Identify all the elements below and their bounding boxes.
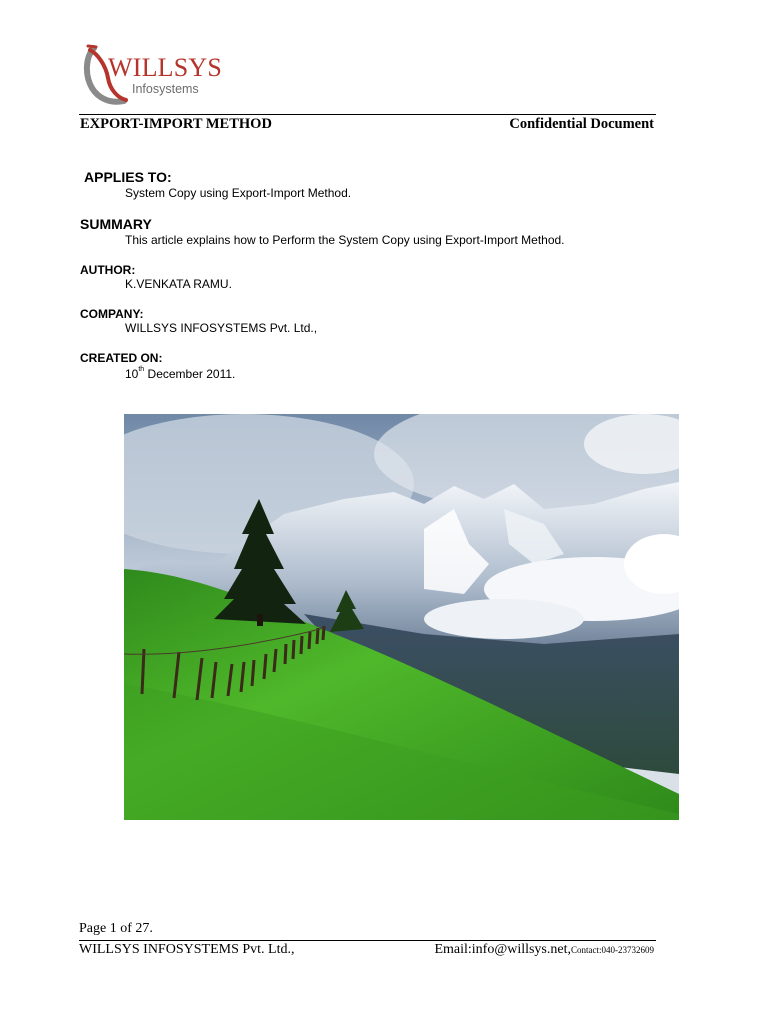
created-on-rest: December 2011. (144, 367, 236, 381)
author-value: K.VENKATA RAMU. (125, 277, 232, 291)
footer-divider (79, 940, 656, 941)
document-title: EXPORT-IMPORT METHOD (80, 116, 272, 132)
company-heading: COMPANY: (80, 307, 144, 321)
logo-name: WILLSYS (108, 53, 223, 82)
page-number: Page 1 of 27. (79, 921, 153, 936)
applies-to-value: System Copy using Export-Import Method. (125, 186, 352, 200)
willsys-logo (80, 44, 223, 106)
created-on-value (125, 368, 235, 380)
footer-contact (434, 943, 654, 957)
created-on-suffix: th (138, 366, 145, 373)
author-heading: AUTHOR: (80, 263, 136, 277)
footer-company: WILLSYS INFOSYSTEMS Pvt. Ltd., (79, 942, 295, 957)
footer-phone: Contact:040-23732609 (571, 945, 654, 955)
company-value: WILLSYS INFOSYSTEMS Pvt. Ltd., (125, 321, 318, 335)
applies-to-heading: APPLIES TO: (84, 169, 172, 185)
footer-email: Email:info@willsys.net, (434, 942, 571, 957)
created-on-day: 10 (125, 367, 139, 381)
summary-heading: SUMMARY (80, 216, 152, 232)
landscape-photo (124, 414, 679, 820)
confidential-label: Confidential Document (509, 116, 654, 132)
created-on-heading: CREATED ON: (80, 351, 163, 365)
summary-value: This article explains how to Perform the System Copy using Export-Import Method. (125, 233, 565, 247)
logo-tagline: Infosystems (132, 82, 199, 96)
header-divider (79, 114, 656, 115)
